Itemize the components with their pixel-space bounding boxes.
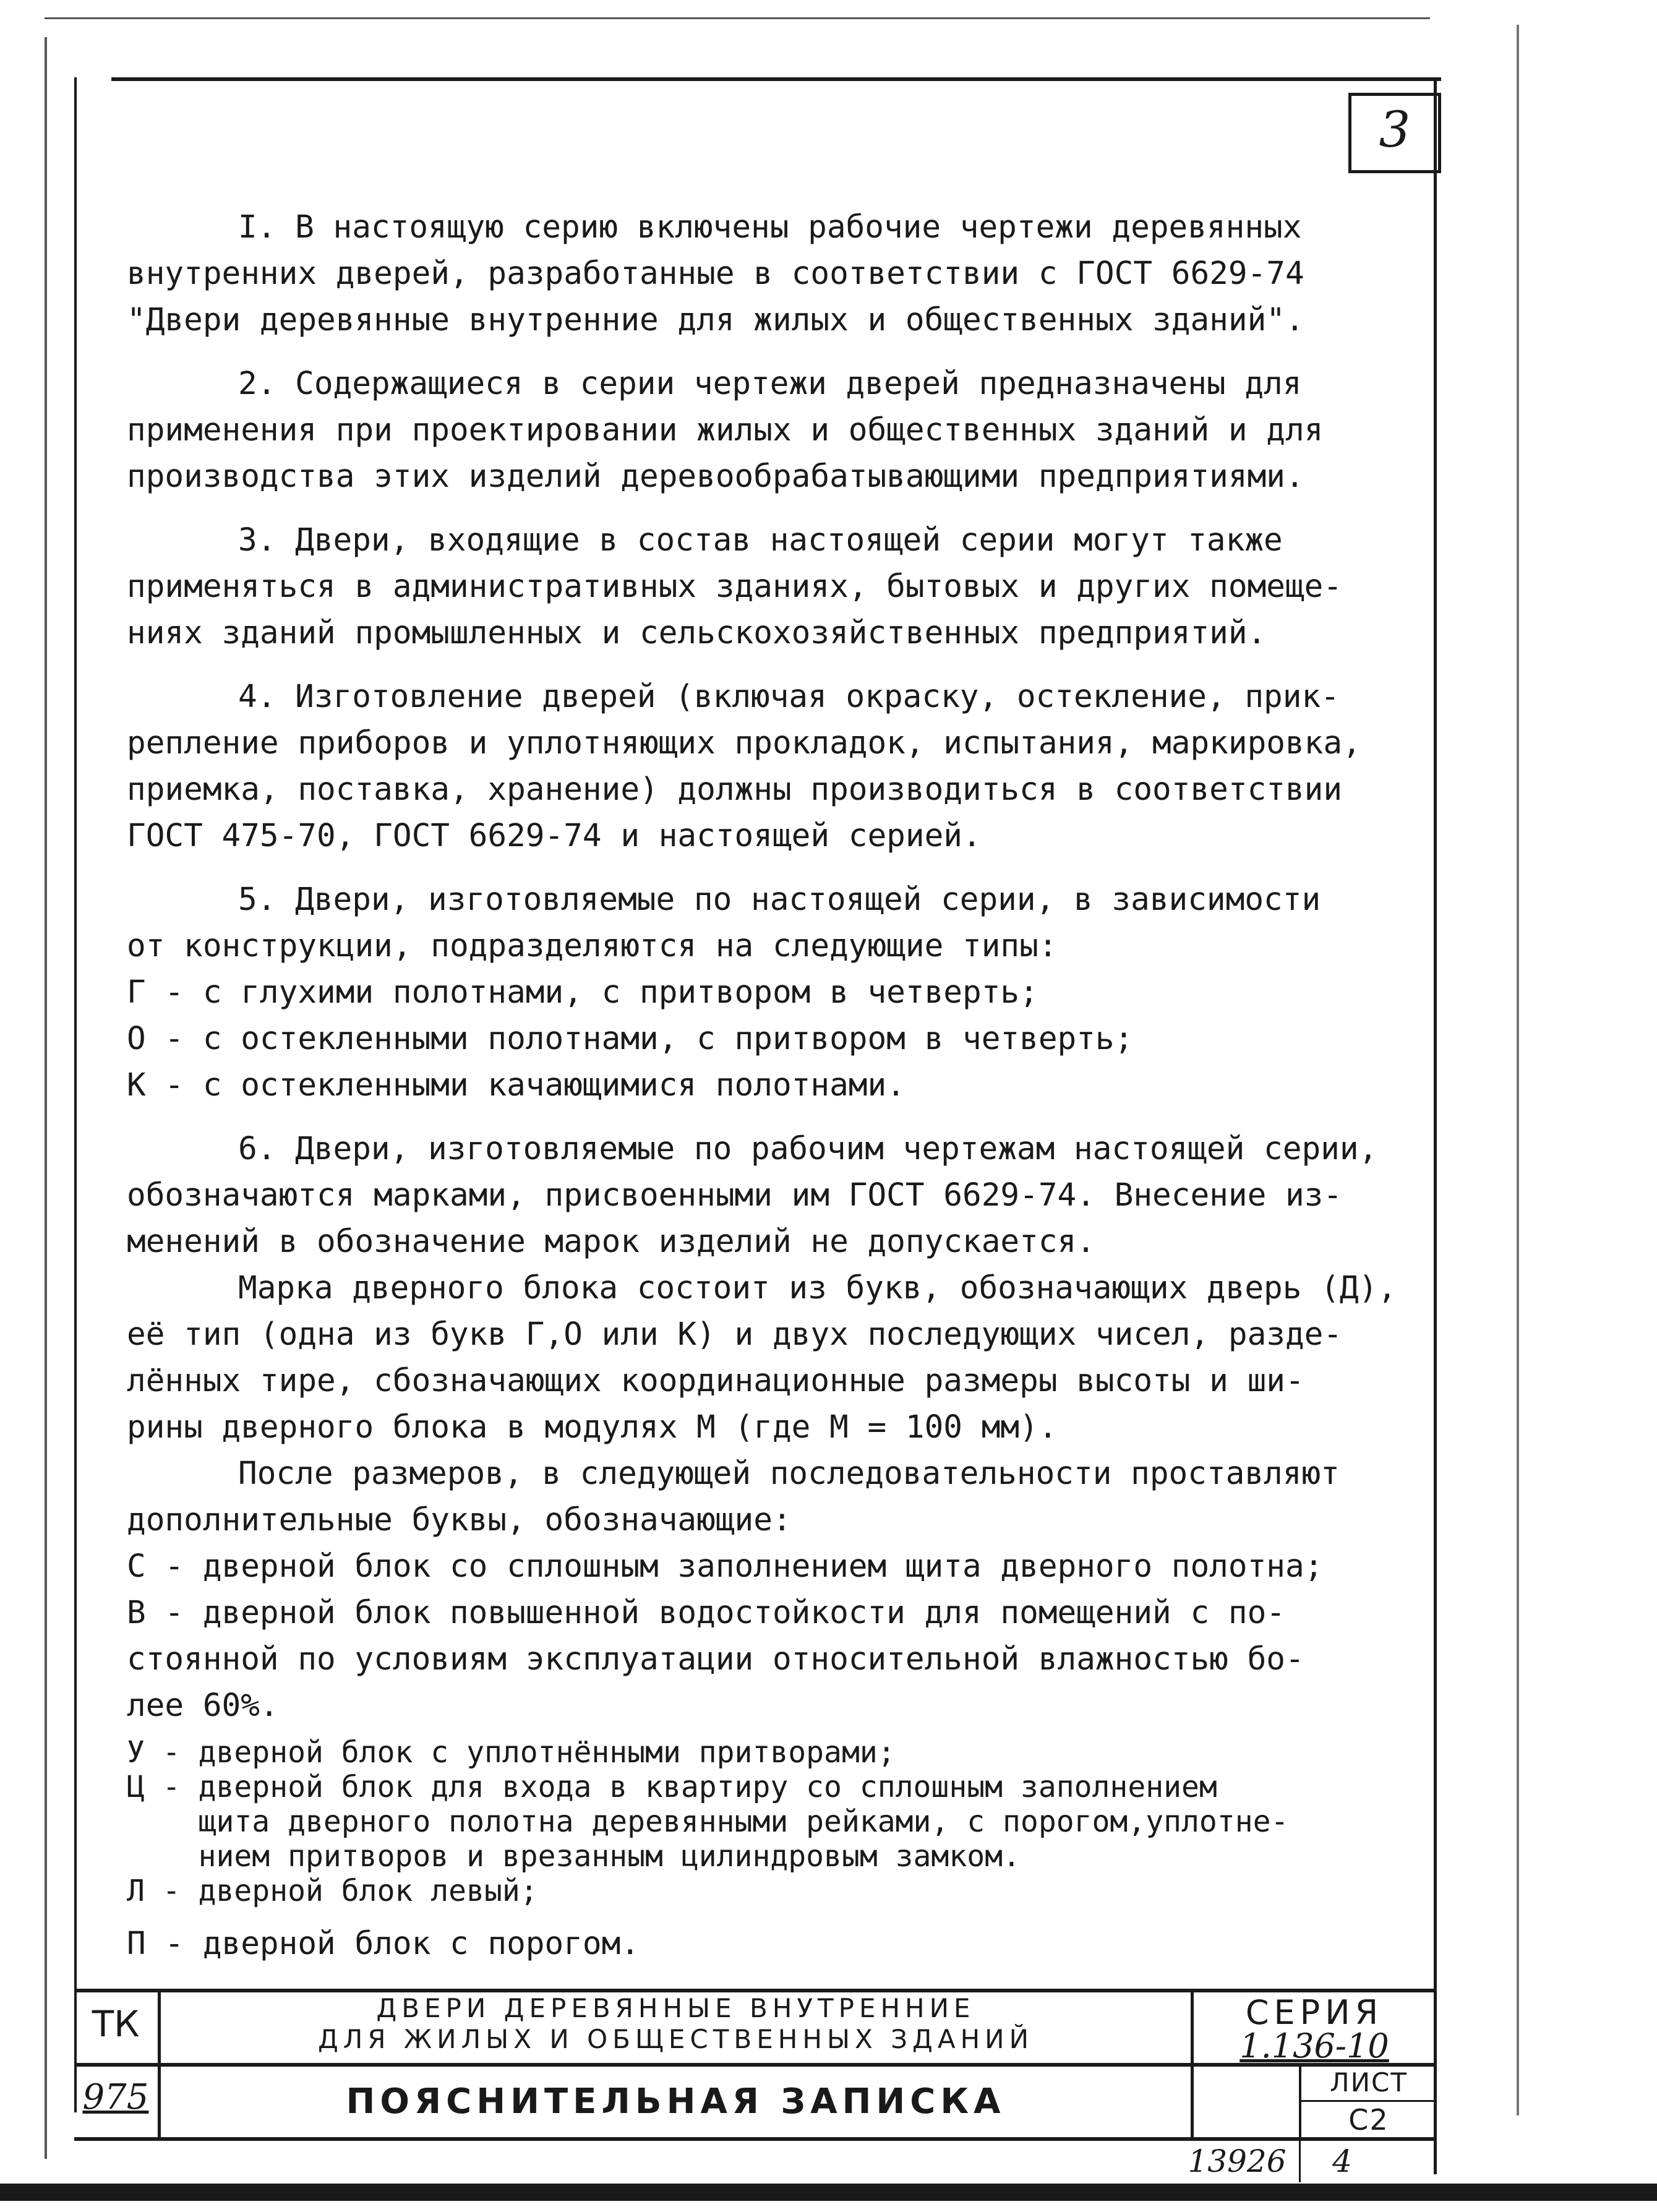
- text-line: "Двери деревянные внутренние для жилых и общественных зданий".: [127, 302, 1304, 338]
- list-item: В - дверной блок повышенной водостойкости для помещений с по-: [127, 1595, 1285, 1631]
- text-line: репление приборов и уплотняющих прокладок, испытания, маркировка,: [127, 725, 1361, 761]
- text-line: рины дверного блока в модулях М (где М = 100 мм).: [127, 1409, 1058, 1446]
- tb-series-value: 1.136-10: [1240, 2026, 1389, 2065]
- frame-right-line: [1434, 77, 1437, 2174]
- tb-series-label: СЕРИЯ: [1245, 1993, 1384, 2032]
- tb-left-bottom: 975: [82, 2077, 149, 2117]
- paragraph-4: [127, 674, 1419, 859]
- tb-line-sheet: [1299, 2100, 1435, 2102]
- frame-left-line: [74, 77, 77, 2112]
- list-item: щита дверного полотна деревянными рейками, с порогом,уплотне-: [127, 1804, 1289, 1839]
- text-line: 3. Двери, входящие в состав настоящей серии могут также: [238, 522, 1283, 559]
- paragraph-2: [127, 361, 1419, 500]
- frame-top-line: [111, 77, 1441, 81]
- text-line: ниях зданий промышленных и сельскохозяйственных предприятий.: [127, 615, 1267, 651]
- list-item: С - дверной блок со сплошным заполнением щита дверного полотна;: [127, 1548, 1324, 1585]
- text-line: 5. Двери, изготовляемые по настоящей серии, в зависимости: [238, 881, 1321, 918]
- list-item: Г - с глухими полотнами, с притвором в четверть;: [127, 974, 1038, 1011]
- text-line: 4. Изготовление дверей (включая окраску, остекление, прик-: [238, 679, 1340, 715]
- tb-sheet-value: С2: [1348, 2103, 1389, 2137]
- text-line: ГОСТ 475-70, ГОСТ 6629-74 и настоящей серией.: [127, 818, 982, 854]
- text-line: менений в обозначение марок изделий не допускается.: [127, 1224, 1095, 1260]
- paragraph-1: [127, 204, 1419, 343]
- letters-list-a: [127, 1543, 1419, 1729]
- paragraph-after-sizes: [127, 1451, 1419, 1543]
- tb-sheet-label: ЛИСТ: [1330, 2067, 1408, 2098]
- list-item: Л - дверной блок левый;: [127, 1874, 538, 1908]
- tb-vline-series: [1191, 1989, 1194, 2140]
- text-line: дополнительные буквы, обозначающие:: [127, 1502, 792, 1538]
- text-line: 2. Содержащиеся в серии чертежи дверей предназначены для: [238, 366, 1302, 402]
- tb-doc-title: ПОЯСНИТЕЛЬНАЯ ЗАПИСКА: [346, 2081, 1006, 2122]
- text-line: приемка, поставка, хранение) должны производиться в соответствии: [127, 771, 1343, 808]
- text-line: применяться в административных зданиях, бытовых и других помеще-: [127, 568, 1343, 605]
- list-item: О - с остекленными полотнами, с притвором в четверть;: [127, 1021, 1134, 1057]
- list-item: стоянной по условиям эксплуатации относительной влажностью бо-: [127, 1641, 1304, 1678]
- tb-title-line2: ДЛЯ ЖИЛЫХ И ОБЩЕСТВЕННЫХ ЗДАНИЙ: [317, 2024, 1034, 2054]
- scan-top-edge: [45, 17, 1430, 19]
- text-line: внутренних дверей, разработанные в соответствии с ГОСТ 6629-74: [127, 255, 1304, 292]
- scan-right-edge: [1517, 25, 1519, 2116]
- paragraph-5: [127, 877, 1419, 969]
- tb-vline-footer: [1299, 2139, 1301, 2182]
- list-item: У - дверной блок с уплотнёнными притворами;: [127, 1735, 896, 1770]
- letters-list-b: [127, 1735, 1419, 1908]
- text-line: от конструкции, подразделяются на следующие типы:: [127, 928, 1058, 964]
- text-line: I. В настоящую серию включены рабочие чертежи деревянных: [238, 209, 1302, 246]
- page-number: 3: [1348, 93, 1441, 173]
- tb-vline-sheet: [1299, 2065, 1301, 2140]
- paragraph-3: [127, 517, 1419, 656]
- paragraph-6: [127, 1126, 1419, 1265]
- door-types-list: [127, 969, 1419, 1108]
- list-item: Ц - дверной блок для входа в квартиру со сплошным заполнением: [127, 1770, 1217, 1804]
- text-line: производства этих изделий деревообрабатывающими предприятиями.: [127, 458, 1304, 495]
- text-line: её тип (одна из букв Г,О или К) и двух последующих чисел, разде-: [127, 1316, 1343, 1353]
- tb-title-line1: ДВЕРИ ДЕРЕВЯННЫЕ ВНУТРЕННИЕ: [376, 1993, 975, 2023]
- text-line: После размеров, в следующей последовательности проставляют: [238, 1455, 1340, 1492]
- scan-bottom-bar: [0, 2184, 1657, 2201]
- list-item: лее 60%.: [127, 1687, 279, 1724]
- paragraph-mark: [127, 1265, 1419, 1451]
- letters-list-c: [127, 1921, 1419, 1967]
- tb-line-bottom: [74, 2137, 1435, 2141]
- tb-footer-sheet: 4: [1332, 2143, 1352, 2179]
- scan-left-edge: [45, 37, 47, 2159]
- tb-left-top: ТК: [92, 2003, 140, 2045]
- list-item: К - с остекленными качающимися полотнами.: [127, 1067, 906, 1104]
- list-item: нием притворов и врезанным цилиндровым замком.: [127, 1839, 1021, 1874]
- text-line: Марка дверного блока состоит из букв, обозначающих дверь (Д),: [238, 1270, 1397, 1306]
- tb-footer-number: 13926: [1188, 2143, 1287, 2179]
- list-item: П - дверной блок с порогом.: [127, 1926, 640, 1962]
- tb-line-top: [74, 1989, 1435, 1992]
- text-line: лённых тире, сбозначающих координационные размеры высоты и ши-: [127, 1363, 1304, 1399]
- text-line: обозначаются марками, присвоенными им ГОСТ 6629-74. Внесение из-: [127, 1177, 1343, 1214]
- text-line: применения при проектировании жилых и общественных зданий и для: [127, 412, 1324, 448]
- document-body: [127, 204, 1419, 1967]
- text-line: 6. Двери, изготовляемые по рабочим чертежам настоящей серии,: [238, 1131, 1378, 1167]
